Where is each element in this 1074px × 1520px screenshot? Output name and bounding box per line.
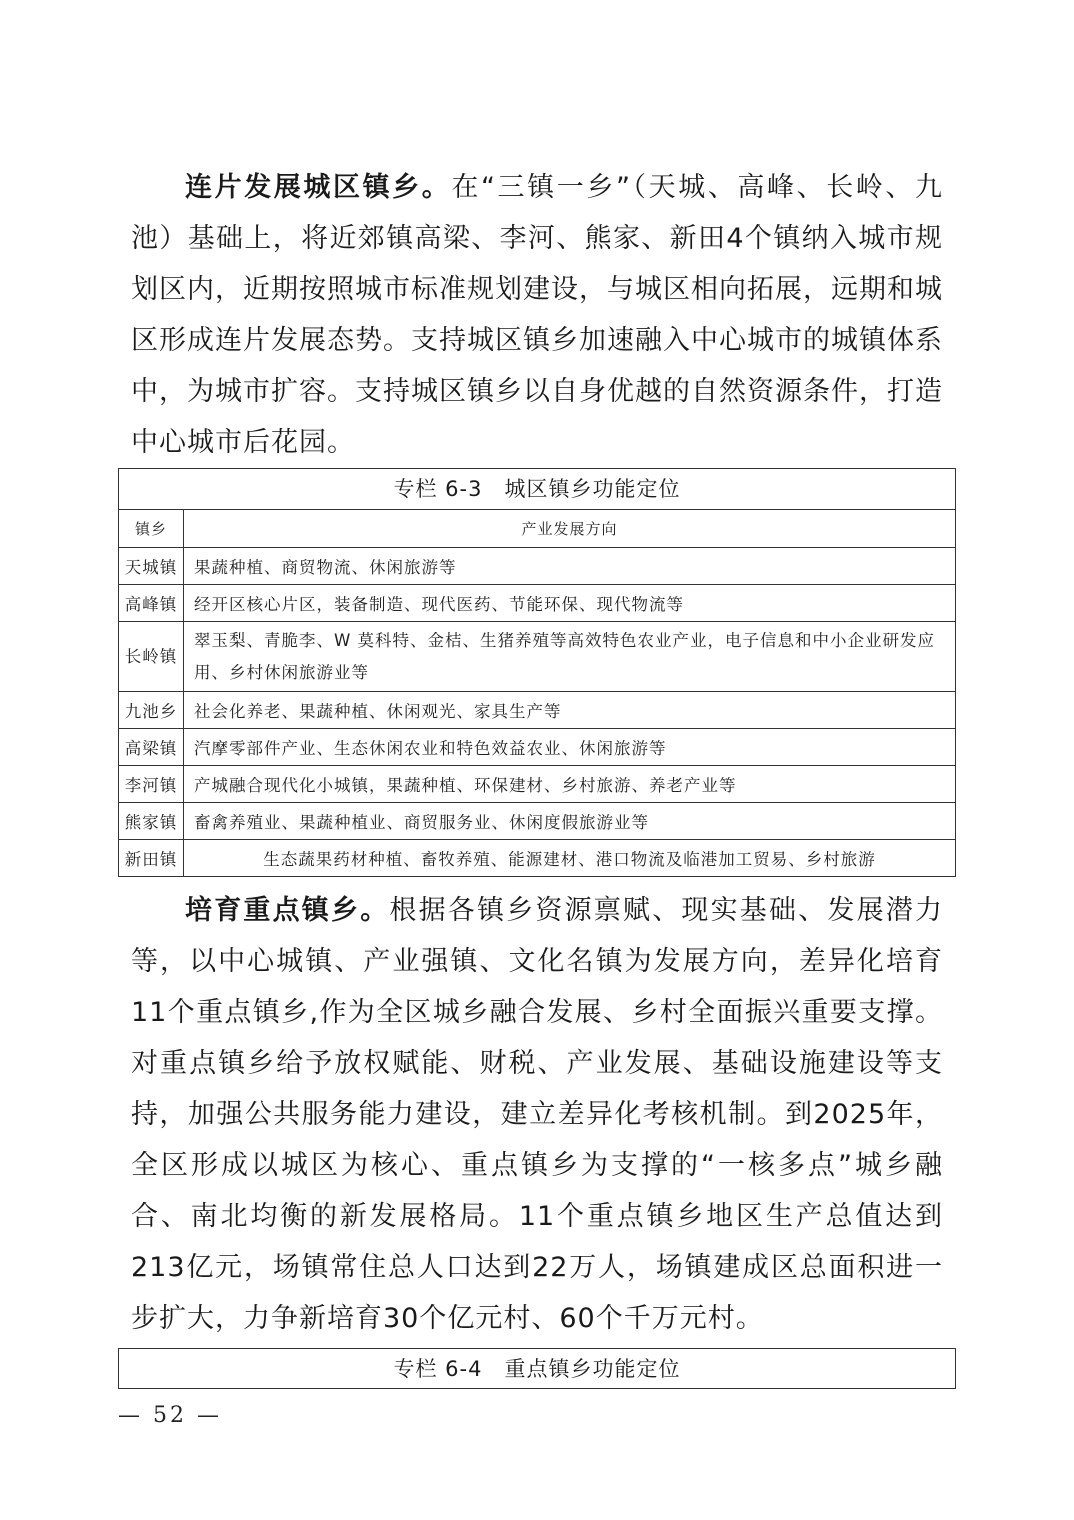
function-table — [119, 509, 955, 876]
paragraph-body: 在“三镇一乡”（天城、高峰、长岭、九池）基础上，将近郊镇高梁、李河、熊家、新田4个镇纳入城市规划区内，近期按照城市标准规划建设，与城区相向拓展，远期和城区形成连片发展态势。支持城区镇乡加速融入中心城市的城镇体系中，为城市扩容。支持城区镇乡以自身优越的自然资源条件，打造中心城市后花园。 — [131, 172, 943, 458]
industry-direction-cell: 生态蔬果药材种植、畜牧养殖、能源建材、港口物流及临港加工贸易、乡村旅游 — [184, 840, 956, 877]
paragraph-urban-towns — [131, 162, 943, 468]
table-row — [119, 766, 955, 803]
town-name-cell: 李河镇 — [119, 766, 184, 803]
table-row — [119, 622, 955, 692]
industry-direction-cell: 产城融合现代化小城镇，果蔬种植、环保建材、乡村旅游、养老产业等 — [184, 766, 956, 803]
table-row — [119, 840, 955, 877]
town-name-cell: 长岭镇 — [119, 622, 184, 692]
paragraph-body: 根据各镇乡资源禀赋、现实基础、发展潜力等，以中心城镇、产业强镇、文化名镇为发展方向，差异化培育11个重点镇乡,作为全区城乡融合发展、乡村全面振兴重要支撑。对重点镇乡给予放权赋能、财税、产业发展、基础设施建设等支持，加强公共服务能力建设，建立差异化考核机制。到2025年，全区形成以城区为核心、重点镇乡为支撑的“一核多点”城乡融合、南北均衡的新发展格局。11个重点镇乡地区生产总值达到213亿元，场镇常住总人口达到22万人，场镇建成区总面积进一步扩大，力争新培育30个亿元村、60个千万元村。 — [131, 895, 944, 1334]
industry-direction-cell: 汽摩零部件产业、生态休闲农业和特色效益农业、休闲旅游等 — [184, 729, 956, 766]
table-row — [119, 692, 955, 729]
industry-direction-cell: 果蔬种植、商贸物流、休闲旅游等 — [184, 548, 956, 585]
table-row — [119, 729, 955, 766]
town-name-cell: 天城镇 — [119, 548, 184, 585]
box-title: 专栏 6-4 重点镇乡功能定位 — [393, 1357, 681, 1381]
column-header-direction: 产业发展方向 — [184, 510, 956, 548]
table-header-row — [119, 510, 955, 548]
town-name-cell: 九池乡 — [119, 692, 184, 729]
industry-direction-cell: 社会化养老、果蔬种植、休闲观光、家具生产等 — [184, 692, 956, 729]
industry-direction-cell: 翠玉梨、青脆李、W 莫科特、金桔、生猪养殖等高效特色农业产业，电子信息和中小企业研发应用、乡村休闲旅游业等 — [184, 622, 956, 692]
town-name-cell: 高峰镇 — [119, 585, 184, 622]
column-header-town: 镇乡 — [119, 510, 184, 548]
table-row — [119, 548, 955, 585]
town-name-cell: 新田镇 — [119, 840, 184, 877]
paragraph-lead-heading: 培育重点镇乡。 — [185, 895, 390, 926]
table-row — [119, 585, 955, 622]
box-title: 专栏 6-3 城区镇乡功能定位 — [393, 477, 681, 501]
page-number: — 52 — — [118, 1403, 222, 1428]
paragraph-key-towns — [131, 885, 943, 1344]
town-name-cell: 高梁镇 — [119, 729, 184, 766]
paragraph-lead-heading: 连片发展城区镇乡。 — [185, 172, 452, 203]
table-row — [119, 803, 955, 840]
town-name-cell: 熊家镇 — [119, 803, 184, 840]
box-6-4-key-towns-positioning — [118, 1348, 956, 1389]
industry-direction-cell: 经开区核心片区，装备制造、现代医药、节能环保、现代物流等 — [184, 585, 956, 622]
industry-direction-cell: 畜禽养殖业、果蔬种植业、商贸服务业、休闲度假旅游业等 — [184, 803, 956, 840]
box-6-3-urban-towns-positioning — [118, 468, 956, 877]
